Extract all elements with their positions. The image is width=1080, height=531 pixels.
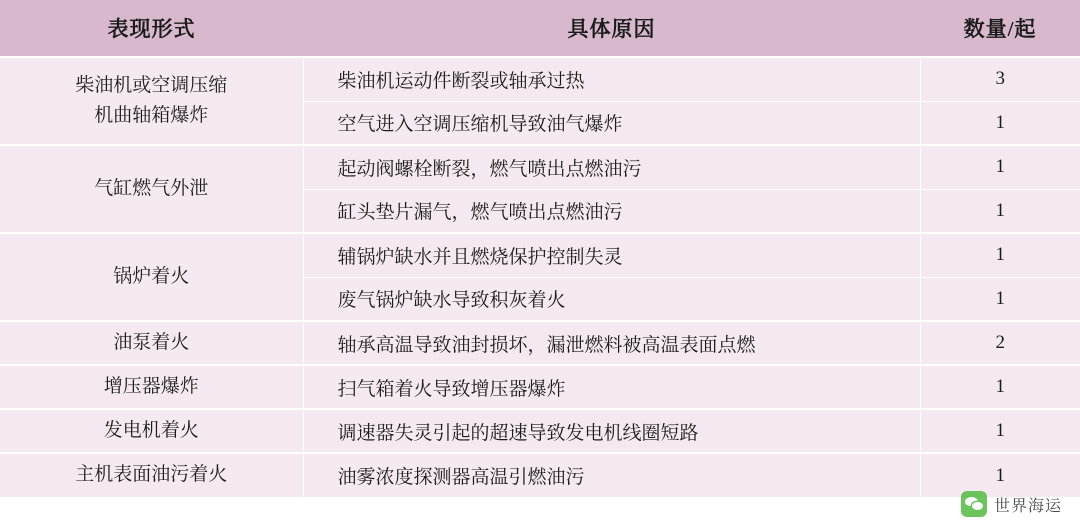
cell-form [0,233,303,321]
cell-cause: 油雾浓度探测器高温引燃油污 [303,453,920,497]
header-cell-quantity: 数量/起 [920,0,1080,57]
table-row [0,409,1080,453]
cell-cause: 辅锅炉缺水并且燃烧保护控制失灵 [303,233,920,277]
table-row [0,453,1080,497]
form-label-line1: 发电机着火 [103,419,199,441]
cell-quantity: 2 [920,321,1080,365]
table-row [0,57,1080,101]
header-row [0,0,1080,57]
form-label-line1: 增压器爆炸 [103,375,199,397]
cell-quantity: 1 [920,409,1080,453]
form-label-line1: 油泵着火 [113,331,190,353]
header-cell-cause: 具体原因 [303,0,920,57]
cell-form [0,57,303,145]
table-row [0,321,1080,365]
table-header [0,0,1080,57]
cell-quantity: 1 [920,145,1080,189]
form-label-line1: 柴油机或空调压缩 [75,74,228,96]
table-row [0,145,1080,189]
cell-cause: 调速器失灵引起的超速导致发电机线圈短路 [303,409,920,453]
watermark-label: 世界海运 [993,497,1062,515]
cell-form [0,365,303,409]
cell-quantity: 1 [920,453,1080,497]
form-label-line2: 机曲轴箱爆炸 [94,105,209,126]
cell-cause: 废气锅炉缺水导致积灰着火 [303,277,920,321]
cell-quantity: 1 [920,277,1080,321]
form-label-line1: 主机表面油污着火 [75,464,228,486]
cell-quantity: 1 [920,233,1080,277]
cell-quantity: 3 [920,57,1080,101]
table-row [0,365,1080,409]
cell-cause: 缸头垫片漏气，燃气喷出点燃油污 [303,189,920,233]
cell-form [0,453,303,497]
form-label-line1: 气缸燃气外泄 [94,177,209,199]
cell-cause: 空气进入空调压缩机导致油气爆炸 [303,101,920,145]
cell-quantity: 1 [920,365,1080,409]
cell-cause: 轴承高温导致油封损坏，漏泄燃料被高温表面点燃 [303,321,920,365]
cell-form [0,321,303,365]
cell-cause: 起动阀螺栓断裂，燃气喷出点燃油污 [303,145,920,189]
cell-cause: 柴油机运动件断裂或轴承过热 [303,57,920,101]
form-label-line1: 锅炉着火 [113,265,190,287]
table-row [0,233,1080,277]
cell-cause: 扫气箱着火导致增压器爆炸 [303,365,920,409]
table-body [0,57,1080,497]
cell-form [0,145,303,233]
cell-quantity: 1 [920,101,1080,145]
cell-form [0,409,303,453]
cell-quantity: 1 [920,189,1080,233]
header-cell-form: 表现形式 [0,0,303,57]
